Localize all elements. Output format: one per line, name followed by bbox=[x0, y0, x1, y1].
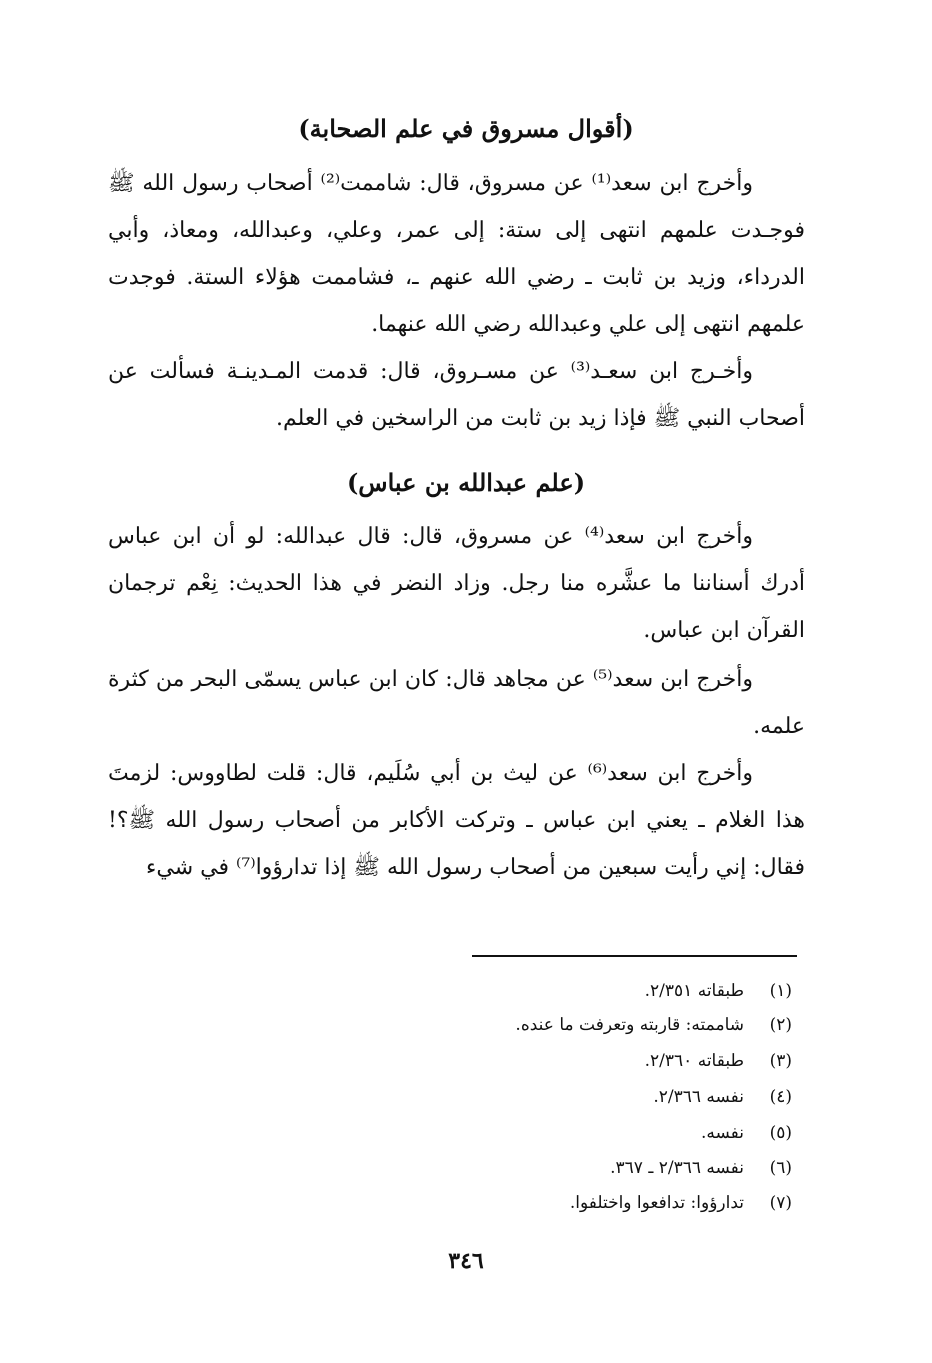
footnote-1 bbox=[645, 980, 792, 1002]
footnote-text: شاممته: قاربته وتعرفت ما عنده. bbox=[515, 1015, 744, 1035]
footnote-number: (٤) bbox=[769, 1087, 792, 1107]
paragraph-ibn-abbas-1: وأخرج ابن سعد⁽⁴⁾ عن مسروق، قال: قال عبدالله: لو أن ابن عباس أدرك أسناننا ما عشَّره منا رجل. وزاد النضر في هذا الحديث: نِعْم ترجمان القرآن ابن عباس. bbox=[108, 524, 805, 643]
footnote-number: (٧) bbox=[769, 1193, 792, 1213]
footnote-4 bbox=[653, 1086, 792, 1108]
paragraph-masruq-1: وأخرج ابن سعد⁽¹⁾ عن مسروق، قال: شاممت⁽²⁾ أصحاب رسول الله ﷺ فوجـدت علمهم انتهى إلى ستة: إلى عمر، وعلي، وعبدالله، ومعاذ، وأبي الدرداء، وزيد بن ثابت ـ رضي الله عنهم ـ، فشاممت هؤلاء الستة. فوجدت علمهم انتهى إلى علي وعبدالله رضي الله عنهما. bbox=[108, 171, 805, 337]
page-number: ٣٤٦ bbox=[448, 1248, 484, 1274]
footnote-6 bbox=[610, 1157, 792, 1179]
footnote-text: نفسه. bbox=[700, 1123, 744, 1143]
footnote-number: (٥) bbox=[769, 1123, 792, 1143]
footnote-text: طبقاته ٢/٣٥١. bbox=[644, 981, 744, 1001]
footnote-number: (١) bbox=[769, 981, 792, 1001]
footnote-text: نفسه ٢/٣٦٦. bbox=[653, 1087, 744, 1107]
footnote-text: تدارؤوا: تدافعوا واختلفوا. bbox=[569, 1193, 744, 1213]
footnote-2 bbox=[515, 1014, 792, 1036]
footnote-number: (٦) bbox=[769, 1158, 792, 1178]
section-heading-masruq: (أقوال مسروق في علم الصحابة) bbox=[298, 114, 634, 143]
footnote-divider bbox=[472, 955, 797, 957]
footnote-5 bbox=[701, 1122, 792, 1144]
paragraph-ibn-abbas-2: وأخرج ابن سعد⁽⁵⁾ عن مجاهد قال: كان ابن عباس يسمّى البحر من كثرة علمه. bbox=[108, 667, 805, 739]
footnote-number: (٣) bbox=[769, 1051, 792, 1071]
footnote-number: (٢) bbox=[769, 1015, 792, 1035]
footnote-3 bbox=[645, 1050, 792, 1072]
footnote-text: نفسه ٢/٣٦٦ ـ ٣٦٧. bbox=[610, 1158, 744, 1178]
paragraph-masruq-2: وأخـرج ابن سعـد⁽³⁾ عن مسـروق، قال: قدمت المـدينـة فسألت عن أصحاب النبي ﷺ فإذا زيد بن ثابت من الراسخين في العلم. bbox=[108, 359, 805, 431]
paragraph-ibn-abbas-3: وأخرج ابن سعد⁽⁶⁾ عن ليث بن أبي سُلَيم، قال: قلت لطاووس: لزمتَ هذا الغلام ـ يعني ابن عباس ـ وتركت الأكابر من أصحاب رسول الله ﷺ؟! فقال: إني رأيت سبعين من أصحاب رسول الله ﷺ إذا تدارؤوا⁽⁷⁾ في شيء bbox=[108, 761, 805, 880]
section-heading-ibn-abbas: (علم عبدالله بن عباس) bbox=[346, 468, 586, 497]
footnote-text: طبقاته ٢/٣٦٠. bbox=[644, 1051, 744, 1071]
footnote-7 bbox=[570, 1192, 792, 1214]
